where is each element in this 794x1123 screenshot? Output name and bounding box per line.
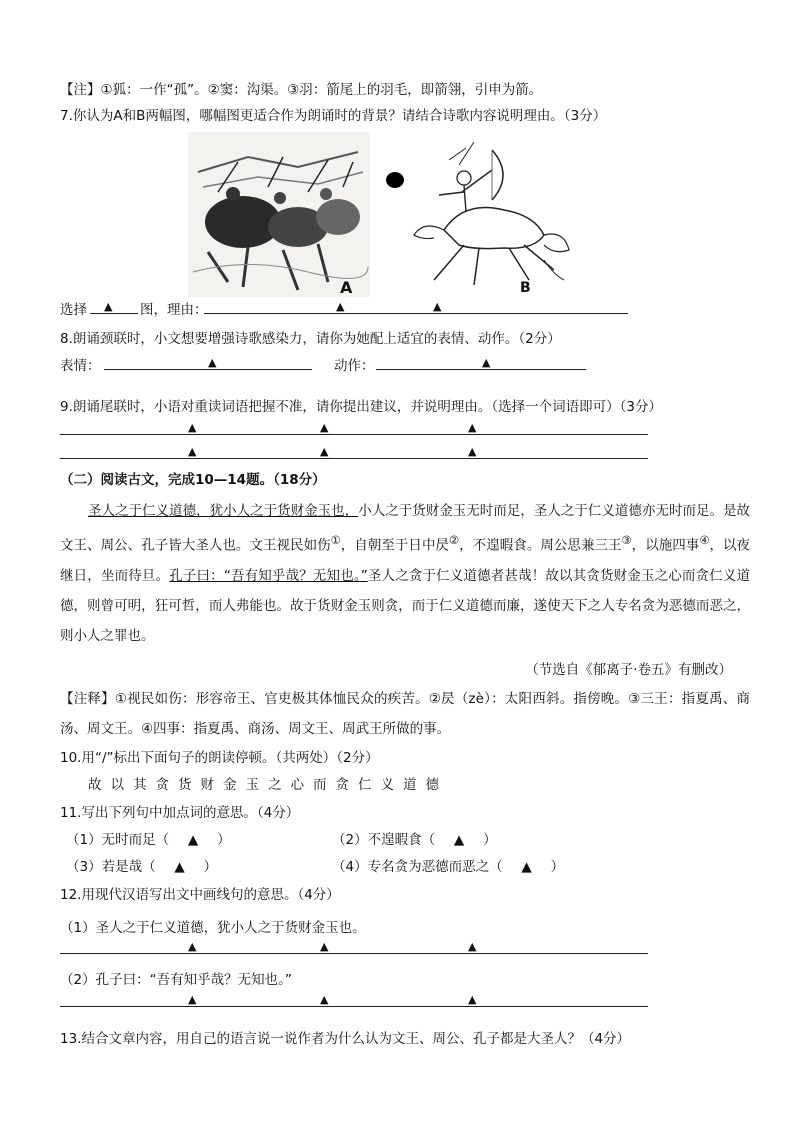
blank-marker: ▲ bbox=[320, 445, 329, 458]
blank-marker: ▲ bbox=[468, 421, 477, 434]
q11-item-3[interactable] bbox=[66, 855, 217, 875]
footnote-ref: ② bbox=[449, 534, 460, 547]
black-dot bbox=[386, 172, 404, 188]
blank-marker: ▲ bbox=[453, 832, 465, 848]
select-mid: 图，理由： bbox=[140, 302, 208, 318]
source-note: （节选自《郁离子·卷五》有删改） bbox=[525, 662, 732, 678]
question-8: 8.朗诵颈联时，小文想要增强诗歌感染力，请你为她配上适宜的表情、动作。（2分） bbox=[60, 331, 561, 347]
item-close: ） bbox=[217, 832, 231, 848]
answer-line-12b[interactable] bbox=[60, 1006, 648, 1007]
passage-text: ，以夜继日，坐而待旦。 bbox=[60, 537, 751, 584]
question-12: 12.用现代汉语写出文中画线句的意思。（4分） bbox=[60, 887, 340, 903]
answer-blank-action[interactable] bbox=[376, 369, 586, 370]
image-a-battle-scene bbox=[188, 132, 370, 297]
answer-line-9a[interactable] bbox=[60, 434, 648, 435]
section-heading: （二）阅读古文，完成10—14题。（18分） bbox=[60, 472, 326, 488]
blank-marker: ▲ bbox=[482, 356, 491, 369]
item-close: ） bbox=[203, 859, 218, 875]
footnote-ref: ① bbox=[330, 534, 341, 547]
archer-illustration bbox=[404, 140, 574, 295]
blank-marker: ▲ bbox=[336, 300, 345, 313]
item-text: （2）不遑暇食（ bbox=[332, 832, 436, 848]
image-b-label: B bbox=[520, 280, 531, 296]
answer-blank-choice[interactable] bbox=[90, 313, 138, 314]
blank-marker: ▲ bbox=[468, 445, 477, 458]
passage-text: ，自朝至于日中昃 bbox=[340, 537, 450, 554]
note-line: 【注】①狐：一作“孤”。②窦：沟渠。③羽：箭尾上的羽毛，即箭翎，引申为箭。 bbox=[60, 82, 543, 98]
question-11: 11.写出下列句中加点词的意思。（4分） bbox=[60, 805, 300, 821]
blank-marker: ▲ bbox=[208, 356, 217, 369]
passage-text: ，以施四事 bbox=[631, 537, 700, 554]
passage bbox=[60, 496, 750, 651]
footnote-ref: ④ bbox=[699, 534, 710, 547]
blank-marker: ▲ bbox=[468, 993, 477, 1006]
answer-line-12a[interactable] bbox=[60, 953, 648, 954]
image-b-archer-horse bbox=[404, 140, 574, 295]
blank-marker: ▲ bbox=[188, 940, 197, 953]
question-7: 7.你认为A和B两幅图，哪幅图更适合作为朗诵时的背景？请结合诗歌内容说明理由。（3分） bbox=[60, 108, 607, 124]
item-close: ） bbox=[550, 859, 565, 875]
expression-label: 表情： bbox=[60, 358, 101, 374]
blank-marker: ▲ bbox=[104, 300, 113, 313]
footnote-ref: ③ bbox=[621, 534, 632, 547]
question-13: 13.结合文章内容，用自己的语言说一说作者为什么认为文王、周公、孔子都是大圣人？（4分） bbox=[60, 1031, 631, 1047]
q10-sentence[interactable]: 故以其贪货财金玉之心而贪仁义道德 bbox=[88, 777, 448, 793]
underlined-sentence-1: 圣人之于仁义道德，犹小人之于货财金玉也， bbox=[88, 503, 359, 519]
passage-text: 圣人之贪于仁义道德者甚哉！故以其贪货财金玉之心而贪仁义道德，则曾可明，狂可哲，而人弗能也。故于货财金玉则贪，而于仁义道德而廉，遂使天下之人专名贪为恶德而恶之，则小人之罪也。 bbox=[60, 567, 751, 644]
blank-marker: ▲ bbox=[468, 940, 477, 953]
passage-text: 小人之于货财金玉无时而足，圣人之于仁义道德亦无时而足。是故文王、周公、孔子皆大圣人也。文王视民如伤 bbox=[60, 503, 751, 554]
blank-marker: ▲ bbox=[188, 993, 197, 1006]
blank-marker: ▲ bbox=[188, 445, 197, 458]
item-close: ） bbox=[483, 832, 497, 848]
q11-item-2[interactable] bbox=[332, 828, 497, 848]
question-10: 10.用“/”标出下面句子的朗读停顿。（共两处）（2分） bbox=[60, 750, 379, 766]
item-text: （1）无时而足（ bbox=[66, 832, 170, 848]
q11-item-4[interactable] bbox=[332, 855, 564, 875]
blank-marker: ▲ bbox=[320, 940, 329, 953]
answer-blank-expression[interactable] bbox=[104, 369, 312, 370]
q11-item-1[interactable] bbox=[66, 828, 231, 848]
q12-item-1: （1）圣人之于仁义道德，犹小人之于货财金玉也。 bbox=[60, 920, 366, 936]
answer-line-9b[interactable] bbox=[60, 458, 648, 459]
blank-marker: ▲ bbox=[521, 859, 532, 875]
item-text: （4）专名贪为恶德而恶之（ bbox=[332, 859, 503, 875]
battle-illustration bbox=[188, 132, 370, 297]
image-a-label: A bbox=[340, 278, 353, 297]
answer-blank-reason[interactable] bbox=[204, 313, 628, 314]
blank-marker: ▲ bbox=[320, 421, 329, 434]
question-9: 9.朗诵尾联时，小语对重读词语把握不准，请你提出建议，并说明理由。（选择一个词语即可）（3分） bbox=[60, 399, 662, 415]
action-label: 动作： bbox=[334, 358, 375, 374]
blank-marker: ▲ bbox=[187, 832, 199, 848]
item-text: （3）若是哉（ bbox=[66, 859, 156, 875]
select-prefix: 选择 bbox=[60, 302, 87, 318]
blank-marker: ▲ bbox=[174, 859, 185, 875]
blank-marker: ▲ bbox=[433, 300, 442, 313]
annotation: 【注释】①视民如伤：形容帝王、官吏极其体恤民众的疾苦。②昃（zè）：太阳西斜。指傍晚。③三王：指夏禹、商汤、周文王。④四事：指夏禹、商汤、周文王、周武王所做的事。 bbox=[60, 691, 750, 737]
q12-item-2: （2）孔子曰：“吾有知乎哉？无知也。” bbox=[60, 972, 292, 988]
blank-marker: ▲ bbox=[188, 421, 197, 434]
underlined-sentence-2: 孔子曰：“吾有知乎哉？无知也。” bbox=[169, 567, 368, 584]
passage-text: ，不遑暇食。周公思兼三王 bbox=[459, 537, 622, 554]
blank-marker: ▲ bbox=[320, 993, 329, 1006]
